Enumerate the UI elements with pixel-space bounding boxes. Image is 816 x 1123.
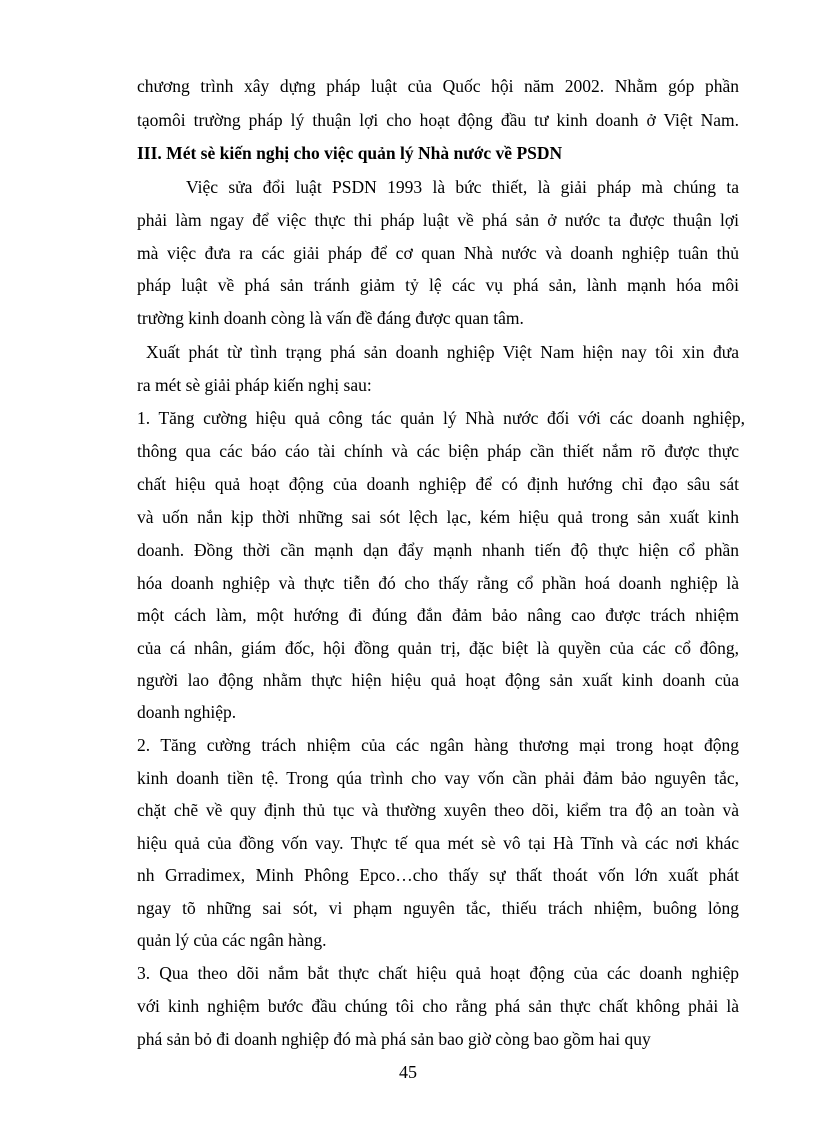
list-item-line: thông qua các báo cáo tài chính và các biện pháp cần thiết nắm rõ được thực: [137, 441, 739, 461]
list-item-line: và uốn nắn kịp thời những sai sót lệch lạc, kém hiệu quả trong sản xuất kinh: [137, 507, 739, 527]
section-heading: III. Mét sè kiến nghị cho việc quản lý Nhà nước về PSDN: [137, 143, 563, 163]
paragraph-line: tạomôi trường pháp lý thuận lợi cho hoạt động đầu tư kinh doanh ở Việt Nam.: [137, 110, 739, 130]
list-item-line: quản lý của các ngân hàng.: [137, 930, 327, 950]
paragraph-line: chương trình xây dựng pháp luật của Quốc hội năm 2002. Nhằm góp phần: [137, 76, 739, 96]
paragraph-line: ra mét sè giải pháp kiến nghị sau:: [137, 375, 372, 395]
list-item-line: chất hiệu quả hoạt động của doanh nghiệp để có định hướng chỉ đạo sâu sát: [137, 474, 739, 494]
page-number: 45: [399, 1062, 417, 1082]
list-item-line: 1. Tăng cường hiệu quả công tác quản lý Nhà nước đối với các doanh nghiệp,: [137, 408, 745, 428]
list-item-line: hóa doanh nghiệp và thực tiễn đó cho thấy rằng cổ phần hoá doanh nghiệp là: [137, 573, 739, 593]
paragraph-line: phải làm ngay để việc thực thi pháp luật về phá sản ở nước ta được thuận lợi: [137, 210, 739, 230]
list-item-line: chặt chẽ về quy định thủ tục và thường xuyên theo dõi, kiểm tra độ an toàn và: [137, 800, 739, 820]
list-item-line: 2. Tăng cường trách nhiệm của các ngân hàng thương mại trong hoạt động: [137, 735, 739, 755]
paragraph-line: Xuất phát từ tình trạng phá sản doanh nghiệp Việt Nam hiện nay tôi xin đưa: [146, 342, 739, 362]
paragraph-line: mà việc đưa ra các giải pháp để cơ quan Nhà nước và doanh nghiệp tuân thủ: [137, 243, 739, 263]
list-item-line: của cá nhân, giám đốc, hội đồng quản trị, đặc biệt là quyền của các cổ đông,: [137, 638, 739, 658]
list-item-line: doanh nghiệp.: [137, 702, 237, 722]
paragraph-line: trường kinh doanh còng là vấn đề đáng được quan tâm.: [137, 308, 524, 328]
list-item-line: một cách làm, một hướng đi đúng đắn đảm bảo nâng cao được trách nhiệm: [137, 605, 739, 625]
list-item-line: hiệu quả của đồng vốn vay. Thực tế qua mét sè vô tại Hà Tĩnh và các nơi khác: [137, 833, 739, 853]
paragraph-line: Việc sửa đổi luật PSDN 1993 là bức thiết, là giải pháp mà chúng ta: [186, 177, 739, 197]
list-item-line: doanh. Đồng thời cần mạnh dạn đẩy mạnh nhanh tiến độ thực hiện cổ phần: [137, 540, 739, 560]
list-item-line: người lao động nhằm thực hiện hiệu quả hoạt động sản xuất kinh doanh của: [137, 670, 739, 690]
list-item-line: kinh doanh tiền tệ. Trong qúa trình cho vay vốn cần phải đảm bảo nguyên tắc,: [137, 768, 739, 788]
list-item-line: ngay tõ những sai sót, vi phạm nguyên tắc, thiếu trách nhiệm, buông lỏng: [137, 898, 739, 918]
list-item-line: 3. Qua theo dõi nắm bắt thực chất hiệu quả hoạt động của các doanh nghiệp: [137, 963, 739, 983]
list-item-line: phá sản bỏ đi doanh nghiệp đó mà phá sản bao giờ còng bao gồm hai quy: [137, 1029, 651, 1049]
list-item-line: với kinh nghiệm bước đầu chúng tôi cho rằng phá sản thực chất không phải là: [137, 996, 739, 1016]
list-item-line: nh Grradimex, Minh Phông Epco…cho thấy sự thất thoát vốn lớn xuất phát: [137, 865, 739, 885]
paragraph-line: pháp luật về phá sản tránh giảm tỷ lệ các vụ phá sản, lành mạnh hóa môi: [137, 275, 739, 295]
